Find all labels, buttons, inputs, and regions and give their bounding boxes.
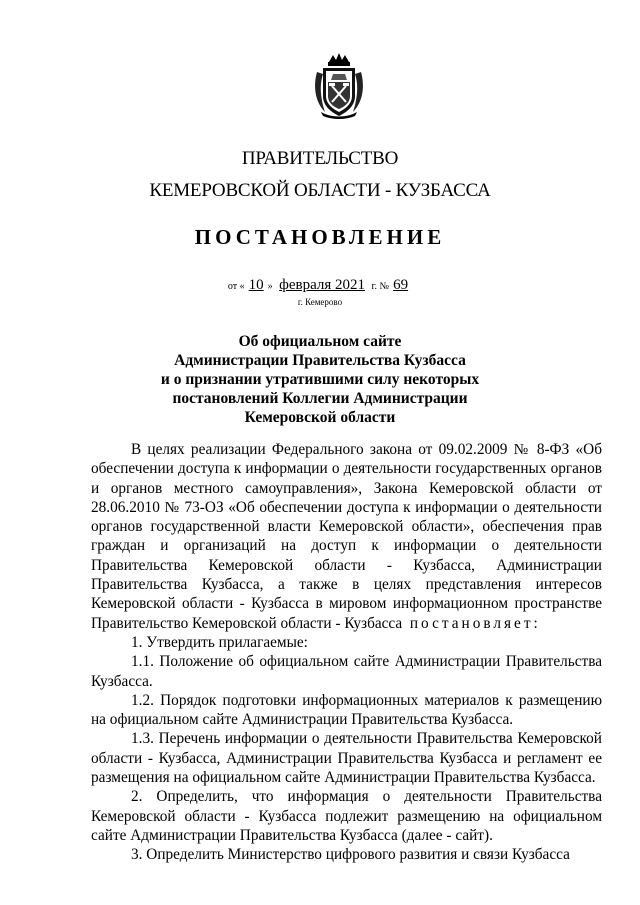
decree-body — [91, 440, 602, 865]
government-name-line1: ПРАВИТЕЛЬСТВО — [241, 148, 399, 169]
date-from-label: от « — [227, 281, 245, 292]
year-suffix: г. — [371, 281, 378, 292]
title-line: Кемеровской области — [244, 409, 396, 426]
date-close-quote: » — [267, 281, 273, 292]
clause-paragraph: 2. Определить, что информация о деятельности Правительства Кемеровской области - Кузбасса подлежит размещению на официальном сайте Администрации Правительства Кузбасса (далее - сайт). — [91, 788, 602, 844]
clause-paragraph: 3. Определить Министерство цифрового развития и связи Кузбасса — [131, 846, 570, 864]
decree-number: 69 — [393, 277, 409, 293]
preamble-text: В целях реализации Федерального закона от 09.02.2009 № 8-ФЗ «Об обеспечении доступа к информации о деятельности государственных органов и органов местного самоуправления», Закона Кемеровской области от 28.06.2010 № 73-ОЗ «Об обеспечении доступа к информации о деятельности органов государственной власти Кемеровской области», обеспечения прав граждан и организаций на доступ к информации о деятельности Правительства Кемеровской области - Кузбасса, Администрации Правительства Кузбасса, а также в целях представления интересов Кемеровской области - Кузбасса в мировом информационном пространстве Правительство Кемеровской области - Кузбасса — [91, 441, 602, 632]
document-type-heading: ПОСТАНОВЛЕНИЕ — [194, 225, 446, 249]
clause-paragraph: 1.1. Положение об официальном сайте Администрации Правительства Кузбасса. — [91, 653, 602, 690]
clause-paragraph: 1. Утвердить прилагаемые: — [131, 633, 308, 651]
title-line: постановлений Коллегии Администрации — [172, 390, 468, 407]
number-sign: № — [379, 281, 390, 292]
decree-date-number — [0, 277, 640, 294]
preamble-paragraph — [91, 440, 602, 633]
decree-month-year: февраля 2021 — [279, 277, 366, 293]
government-name-line2: КЕМЕРОВСКОЙ ОБЛАСТИ - КУЗБАССА — [149, 180, 491, 201]
clause-paragraph: 1.3. Перечень информации о деятельности Правительства Кемеровской области - Кузбасса, Администрации Правительства Кузбасса и регламент ее размещения на официальном сайте Администрации Правительства Кузбасса. — [91, 730, 602, 787]
clause-paragraph: 1.2. Порядок подготовки информационных материалов к размещению на официальном сайте Администрации Правительства Кузбасса. — [91, 691, 602, 729]
kemerovo-coat-of-arms-icon — [311, 52, 367, 120]
city-name: г. Кемерово — [297, 297, 343, 307]
title-line: Об официальном сайте — [238, 333, 402, 350]
title-line: и о признании утратившими силу некоторых — [160, 371, 480, 388]
decree-title — [120, 332, 520, 427]
title-line: Администрации Правительства Кузбасса — [174, 352, 466, 369]
decree-day: 10 — [248, 277, 264, 293]
resolves-word: постановляет: — [409, 614, 541, 632]
